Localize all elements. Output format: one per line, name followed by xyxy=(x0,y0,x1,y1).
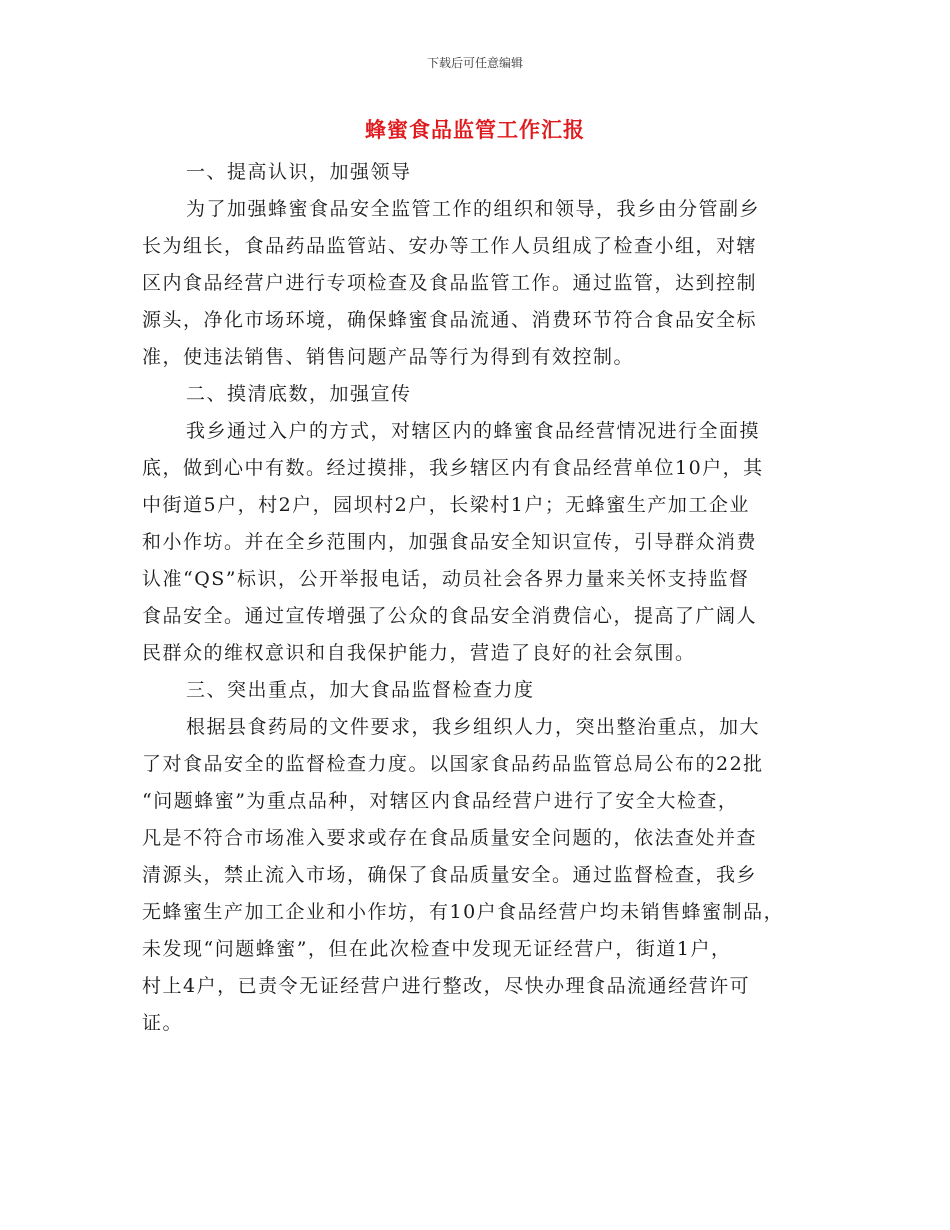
text-line: 证。 xyxy=(142,1012,184,1034)
text-line: 根据县食药局的文件要求，我乡组织人力，突出整治重点，加大 xyxy=(186,716,761,738)
document-body xyxy=(142,154,822,1042)
text-line: 和小作坊。并在全乡范围内，加强食品安全知识宣传，引导群众消费 xyxy=(142,531,758,553)
header-note: 下载后可任意编辑 xyxy=(426,56,523,70)
text-line: 未发现“问题蜂蜜”，但在此次检查中发现无证经营户，街道1户， xyxy=(142,938,732,960)
text-line: 为了加强蜂蜜食品安全监管工作的组织和领导，我乡由分管副乡 xyxy=(186,198,761,220)
text-line: 村上4户，已责令无证经营户进行整改，尽快办理食品流通经营许可 xyxy=(142,975,751,997)
text-line: 长为组长，食品药品监管站、安办等工作人员组成了检查小组，对辖 xyxy=(142,235,758,257)
text-line: 清源头，禁止流入市场，确保了食品质量安全。通过监督检查，我乡 xyxy=(142,864,758,886)
text-line: 三、突出重点，加大食品监督检查力度 xyxy=(186,679,535,701)
text-line: 一、提高认识，加强领导 xyxy=(186,161,412,183)
text-line: 二、摸清底数，加强宣传 xyxy=(186,383,412,405)
text-line: 区内食品经营户进行专项检查及食品监管工作。通过监管，达到控制 xyxy=(142,272,758,294)
text-line: 我乡通过入户的方式，对辖区内的蜂蜜食品经营情况进行全面摸 xyxy=(186,420,761,442)
text-line: 民群众的维权意识和自我保护能力，营造了良好的社会氛围。 xyxy=(142,642,696,664)
text-line: 认准“QS”标识，公开举报电话，动员社会各界力量来关怀支持监督 xyxy=(142,568,750,590)
text-line: 了对食品安全的监督检查力度。以国家食品药品监管总局公布的22批 xyxy=(142,753,764,775)
text-line: 食品安全。通过宣传增强了公众的食品安全消费信心，提高了广阔人 xyxy=(142,605,758,627)
text-line: 源头，净化市场环境，确保蜂蜜食品流通、消费环节符合食品安全标 xyxy=(142,309,758,331)
text-line: 准，使违法销售、销售问题产品等行为得到有效控制。 xyxy=(142,346,635,368)
text-line: 底，做到心中有数。经过摸排，我乡辖区内有食品经营单位10户，其 xyxy=(142,457,764,479)
text-line: 无蜂蜜生产加工企业和小作坊，有10户食品经营户均未销售蜂蜜制品， xyxy=(142,901,785,923)
text-line: “问题蜂蜜”为重点品种，对辖区内食品经营户进行了安全大检查， xyxy=(142,790,739,812)
text-line: 凡是不符合市场准入要求或存在食品质量安全问题的，依法查处并查 xyxy=(142,827,758,849)
document-title: 蜂蜜食品监管工作汇报 xyxy=(365,118,585,142)
text-line: 中街道5户，村2户，园坝村2户，长梁村1户；无蜂蜜生产加工企业 xyxy=(142,494,750,516)
